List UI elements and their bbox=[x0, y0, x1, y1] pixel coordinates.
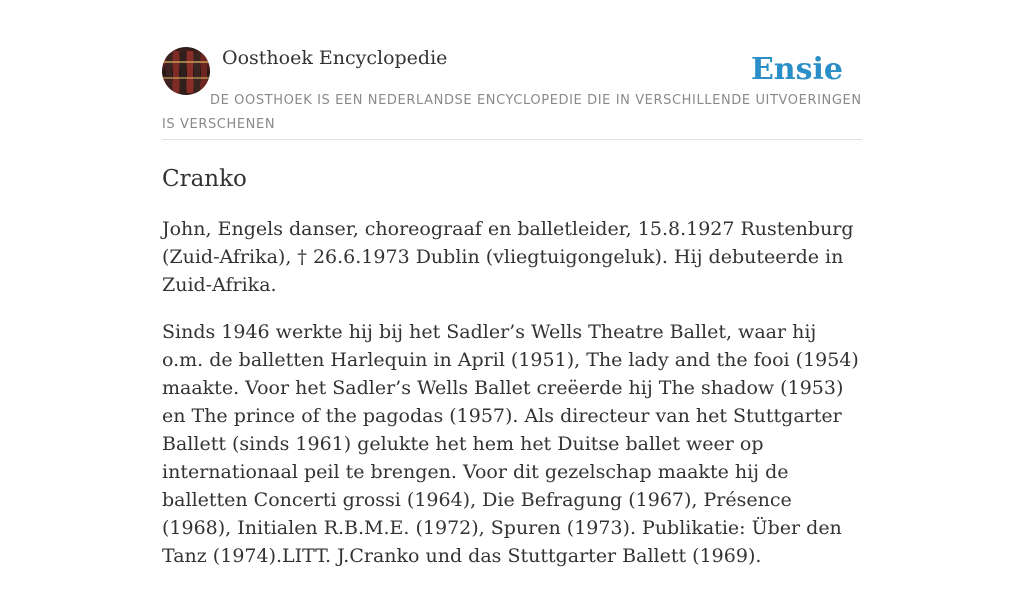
article-paragraph: Sinds 1946 werkte hij bij het Sadler’s Wells Theatre Ballet, waar hij o.m. de balletten Harlequin in April (1951), The lady and the fooi (1954) maakte. Voor het Sadler’s Wells Ballet creëerde hij The shadow (1953) en The prince of the pagodas (1957). Als directeur van het Stuttgarter Ballett (sinds 1961) gelukte het hem het Duitse ballet weer op internationaal peil te brengen. Voor dit gezelschap maakte hij de balletten Concerti grossi (1964), Die Befragung (1967), Présence (1968), Initialen R.B.M.E. (1972), Spuren (1973). Publikatie: Über den Tanz (1974).LITT. J.Cranko und das Stuttgarter Ballett (1969). bbox=[162, 321, 859, 567]
article-title: Cranko bbox=[162, 166, 247, 192]
site-title[interactable]: Oosthoek Encyclopedie bbox=[222, 47, 448, 69]
site-subtitle: DE OOSTHOEK IS EEN NEDERLANDSE ENCYCLOPEDIE DIE IN VERSCHILLENDE UITVOERINGEN IS VERSCHENEN bbox=[162, 93, 862, 132]
ensie-logo[interactable]: Ensie bbox=[750, 52, 843, 87]
site-header bbox=[162, 47, 862, 140]
encyclopedia-books-avatar[interactable] bbox=[162, 47, 210, 95]
books-image-icon bbox=[162, 47, 210, 95]
article-body bbox=[162, 215, 862, 589]
article-paragraph: John, Engels danser, choreograaf en balletleider, 15.8.1927 Rustenburg (Zuid-Afrika), † 26.6.1973 Dublin (vliegtuigongeluk). Hij debuteerde in Zuid-Afrika. bbox=[162, 218, 854, 296]
